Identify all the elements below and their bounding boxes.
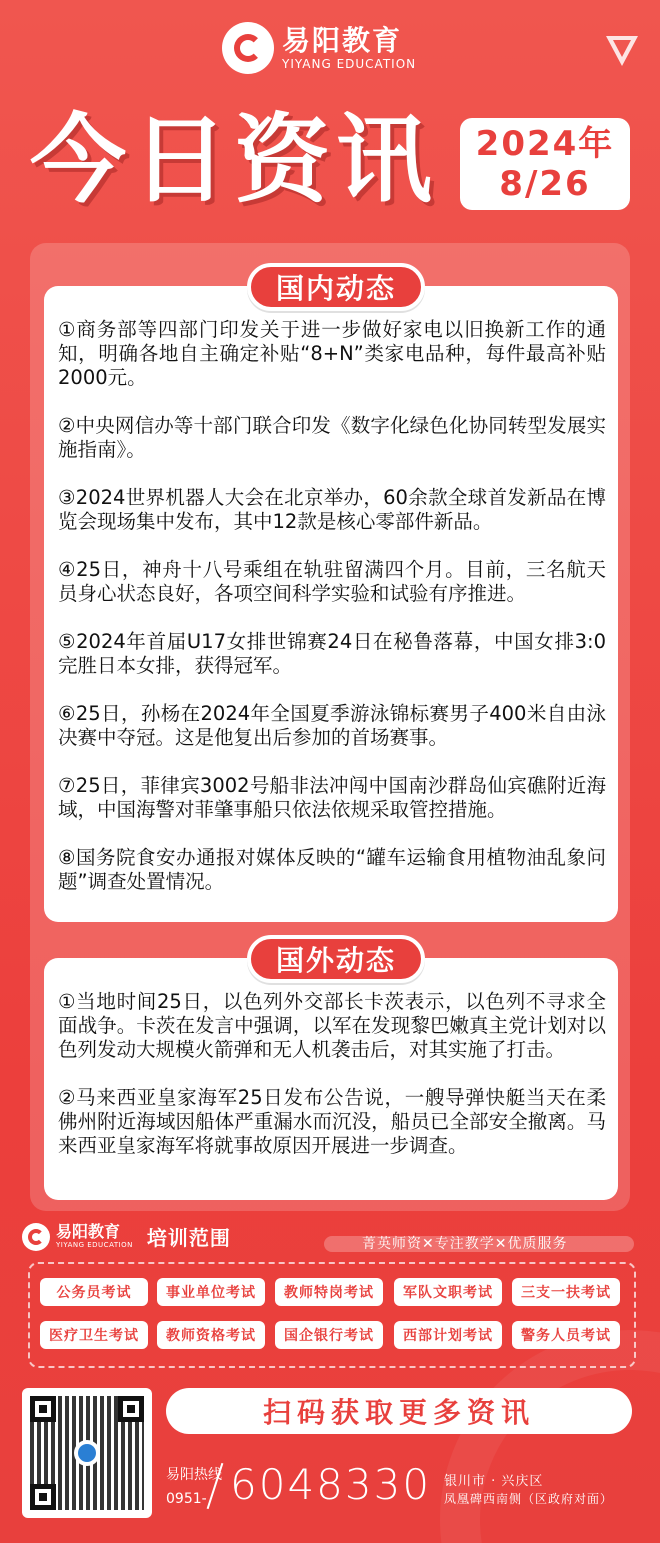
date-badge: [460, 118, 630, 210]
list-item: ⑤2024年首届U17女排世锦赛24日在秘鲁落幕，中国女排3:0完胜日本女排，获得冠军。: [58, 630, 606, 677]
hotline-prefix: 0951-: [166, 1491, 207, 1507]
list-item: ③2024世界机器人大会在北京举办，60余款全球首发新品在博览会现场集中发布，其中12款是核心零部件新品。: [58, 486, 606, 533]
course-chip[interactable]: 医疗卫生考试: [40, 1321, 148, 1349]
date-day: 8/26: [499, 164, 591, 204]
brand-logo-icon: [222, 22, 274, 74]
list-item: ⑥25日，孙杨在2024年全国夏季游泳锦标赛男子400米自由泳决赛中夺冠。这是他复出后参加的首场赛事。: [58, 702, 606, 749]
domestic-news-list: [58, 318, 606, 918]
brand-name-cn: 易阳教育: [282, 24, 403, 57]
list-item: ④25日，神舟十八号乘组在轨驻留满四个月。目前，三名航天员身心状态良好，各项空间科学实验和试验有序推进。: [58, 558, 606, 605]
list-item: ①当地时间25日，以色列外交部长卡茨表示，以色列不寻求全面战争。卡茨在发言中强调，以军在发现黎巴嫩真主党计划对以色列发动大规模火箭弹和无人机袭击后，对其实施了打击。: [58, 990, 606, 1061]
hotline-label: 易阳热线: [166, 1467, 222, 1483]
footer-brand-name-en: YIYANG EDUCATION: [56, 1241, 133, 1249]
list-item: ⑦25日，菲律宾3002号船非法冲闯中国南沙群岛仙宾礁附近海域，中国海警对菲肇事船只依法依规采取管控措施。: [58, 774, 606, 821]
brand-logo: [222, 22, 416, 74]
date-year: 2024年: [475, 124, 615, 164]
course-chip[interactable]: 西部计划考试: [394, 1321, 502, 1349]
course-chip[interactable]: 军队文职考试: [394, 1278, 502, 1306]
scan-for-more-button[interactable]: 扫码获取更多资讯: [166, 1388, 632, 1434]
course-chip[interactable]: 教师资格考试: [157, 1321, 265, 1349]
course-chip[interactable]: 公务员考试: [40, 1278, 148, 1306]
page-title: 今日资讯: [30, 104, 438, 216]
list-item: ②中央网信办等十部门联合印发《数字化绿色化协同转型发展实施指南》。: [58, 414, 606, 461]
foreign-news-list: [58, 990, 606, 1182]
list-item: ①商务部等四部门印发关于进一步做好家电以旧换新工作的通知，明确各地自主确定补贴“8+N”类家电品种，每件最高补贴2000元。: [58, 318, 606, 389]
course-chip[interactable]: 警务人员考试: [512, 1321, 620, 1349]
slogan: 菁英师资✕专注教学✕优质服务: [362, 1236, 568, 1252]
course-chip[interactable]: 事业单位考试: [157, 1278, 265, 1306]
list-item: ⑧国务院食安办通报对媒体反映的“罐车运输食用植物油乱象问题”调查处置情况。: [58, 846, 606, 893]
training-range-title: 培训范围: [146, 1226, 231, 1250]
qr-code[interactable]: [22, 1388, 152, 1518]
course-chip[interactable]: 三支一扶考试: [512, 1278, 620, 1306]
qr-logo-icon: [74, 1440, 100, 1466]
domestic-section-tag: 国内动态: [247, 263, 425, 311]
course-chip[interactable]: 国企银行考试: [275, 1321, 383, 1349]
address-line-1: 银川市 · 兴庆区: [444, 1474, 544, 1489]
footer-brand-name-cn: 易阳教育: [56, 1222, 121, 1241]
foreign-section-tag: 国外动态: [247, 935, 425, 983]
footer-brand: [22, 1222, 231, 1251]
triangle-decoration-icon: [606, 36, 638, 66]
hotline-phone: 6048330: [230, 1460, 432, 1509]
course-chip[interactable]: 教师特岗考试: [275, 1278, 383, 1306]
list-item: ②马来西亚皇家海军25日发布公告说，一艘导弹快艇当天在柔佛州附近海域因船体严重漏水而沉没，船员已全部安全撤离。马来西亚皇家海军将就事故原因开展进一步调查。: [58, 1086, 606, 1157]
footer-logo-icon: [22, 1223, 50, 1251]
brand-name-en: YIYANG EDUCATION: [282, 57, 417, 71]
address-line-2: 凤凰碑西南侧（区政府对面）: [444, 1492, 614, 1506]
